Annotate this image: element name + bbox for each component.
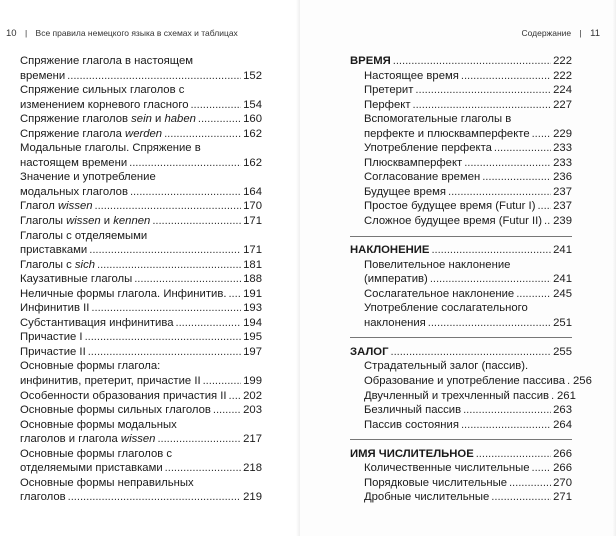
toc-leader-dots: [393, 54, 551, 69]
toc-entry-title: перфекте и плюсквамперфекте: [364, 127, 530, 140]
toc-leader-dots: [532, 461, 552, 476]
toc-entry-title: Плюсквамперфект: [364, 156, 463, 169]
toc-entry-page: 237: [553, 185, 572, 198]
section-rule: [350, 439, 572, 440]
toc-entry-page: 236: [553, 171, 572, 184]
toc-entry-title: НАКЛОНЕНИЕ: [350, 244, 430, 257]
toc-entry: [20, 170, 262, 185]
toc-entry: [20, 301, 262, 316]
toc-entry: [20, 432, 262, 447]
toc-leader-dots: [491, 490, 551, 505]
toc-entry-title: Употребление перфекта: [364, 142, 492, 155]
toc-entry-title: настоящем времени: [20, 156, 128, 169]
toc-leader-dots: [88, 345, 241, 360]
toc-entry-page: 154: [243, 98, 262, 111]
toc-entry-title: Простое будущее время (Futur I): [364, 200, 536, 213]
toc-entry: [350, 490, 572, 505]
section-separator: [350, 432, 572, 447]
toc-entry-title: Употребление сослагательного: [364, 302, 528, 315]
toc-leader-dots: [494, 141, 551, 156]
toc-leader-dots: [157, 432, 241, 447]
left-page-header: [6, 28, 238, 39]
toc-entry: [350, 258, 572, 273]
toc-entry-title: Основные формы неправильных: [20, 476, 194, 489]
toc-entry-title: Модальные глаголы. Спряжение в: [20, 142, 201, 155]
toc-leader-dots: [213, 403, 241, 418]
toc-entry: [350, 418, 572, 433]
toc-entry-title: Количественные числительные: [364, 462, 530, 475]
toc-entry: [350, 316, 572, 331]
toc-leader-dots: [85, 330, 242, 345]
section-rule: [350, 337, 572, 338]
toc-entry-page: 270: [553, 476, 572, 489]
toc-entry: [350, 83, 572, 98]
header-separator: |: [579, 28, 582, 38]
toc-entry-page: 162: [243, 127, 262, 140]
section-rule: [350, 236, 572, 237]
toc-entry: [350, 170, 572, 185]
toc-entry: [20, 403, 262, 418]
toc-entry: [20, 156, 262, 171]
toc-leader-dots: [415, 83, 551, 98]
toc-entry: [350, 141, 572, 156]
toc-leader-dots: [551, 389, 555, 404]
toc-entry-page: 195: [243, 331, 262, 344]
toc-entry-title: Субстантивация инфинитива: [20, 316, 174, 329]
toc-entry-title: Основные формы сильных глаголов: [20, 404, 211, 417]
toc-entry-title: приставками: [20, 244, 88, 257]
toc-entry: [20, 418, 262, 433]
toc-entry-page: 251: [553, 316, 572, 329]
toc-entry-page: 193: [243, 302, 262, 315]
toc-entry: [350, 403, 572, 418]
toc-leader-dots: [89, 243, 241, 258]
toc-entry-page: 266: [553, 447, 572, 460]
toc-entry: [350, 389, 576, 404]
toc-entry-title: Согласование времен: [364, 171, 481, 184]
toc-entry-page: 239: [553, 215, 572, 228]
toc-entry: [20, 490, 262, 505]
toc-entry: [20, 229, 262, 244]
toc-entry: [350, 287, 572, 302]
toc-entry-title: Дробные числительные: [364, 491, 490, 504]
toc-entry-title: Пассив состояния: [364, 418, 459, 431]
toc-leader-dots: [464, 156, 551, 171]
toc-entry-title: ИМЯ ЧИСЛИТЕЛЬНОЕ: [350, 447, 474, 460]
left-running-title: Все правила немецкого языка в схемах и таблицах: [35, 28, 238, 38]
toc-leader-dots: [67, 69, 241, 84]
toc-left-column: [20, 54, 262, 505]
toc-leader-dots: [430, 272, 551, 287]
toc-entry-page: 233: [553, 142, 572, 155]
toc-leader-dots: [463, 403, 551, 418]
toc-leader-dots: [176, 316, 242, 331]
toc-entry-title: Сложное будущее время (Futur II): [364, 215, 543, 228]
toc-leader-dots: [461, 418, 551, 433]
toc-entry-title: Основные формы глагола:: [20, 360, 161, 373]
toc-entry-title: Спряжение глаголов sein и haben: [20, 113, 196, 126]
toc-entry-title: Страдательный залог (пассив).: [364, 360, 529, 373]
toc-entry-title: Спряжение глагола werden: [20, 127, 163, 140]
left-page-number: 10: [6, 28, 17, 39]
toc-entry: [350, 185, 572, 200]
toc-leader-dots: [95, 199, 242, 214]
toc-entry-page: 227: [553, 98, 572, 111]
toc-right-column: [350, 54, 592, 505]
toc-entry-title: Основные формы модальных: [20, 418, 177, 431]
toc-entry-page: 181: [243, 258, 262, 271]
toc-entry-title: Претерит: [364, 84, 414, 97]
toc-entry-title: Двучленный и трехчленный пассив: [364, 389, 550, 402]
toc-entry-page: 164: [243, 185, 262, 198]
toc-entry-page: 217: [243, 433, 262, 446]
toc-entry-title: глаголов: [20, 491, 66, 504]
toc-leader-dots: [203, 374, 242, 389]
toc-entry-title: Повелительное наклонение: [364, 258, 511, 271]
toc-entry: [350, 461, 572, 476]
toc-entry: [20, 69, 262, 84]
toc-entry-page: 266: [553, 462, 572, 475]
section-separator: [350, 229, 572, 244]
toc-section-heading: [350, 54, 572, 69]
toc-entry-page: 171: [243, 244, 262, 257]
toc-section-heading: [350, 345, 572, 360]
right-page-header: [521, 28, 600, 39]
toc-entry-title: изменением корневого гласного: [20, 98, 189, 111]
toc-entry: [350, 199, 572, 214]
toc-entry-page: 188: [243, 273, 262, 286]
toc-entry-title: Перфект: [364, 98, 411, 111]
toc-leader-dots: [428, 316, 551, 331]
toc-entry: [20, 83, 262, 98]
toc-entry-page: 222: [553, 69, 572, 82]
toc-entry: [20, 345, 262, 360]
toc-leader-dots: [476, 447, 551, 462]
toc-entry-title: Глаголы с отделяемыми: [20, 229, 148, 242]
toc-leader-dots: [413, 98, 552, 113]
toc-entry: [350, 301, 572, 316]
toc-entry-page: 263: [553, 404, 572, 417]
toc-entry-page: 171: [243, 215, 262, 228]
toc-leader-dots: [567, 374, 571, 389]
toc-entry-title: Спряжение глагола в настоящем: [20, 55, 193, 67]
toc-entry-title: (императив): [364, 273, 428, 286]
toc-entry: [20, 287, 262, 302]
toc-entry-page: 199: [243, 375, 262, 388]
header-separator: |: [24, 28, 28, 38]
toc-entry: [350, 156, 572, 171]
toc-leader-dots: [482, 170, 551, 185]
toc-leader-dots: [229, 389, 242, 404]
toc-leader-dots: [68, 490, 241, 505]
toc-entry-title: Глаголы wissen и kennen: [20, 215, 151, 228]
toc-entry-title: Сослагательное наклонение: [364, 287, 515, 300]
toc-entry-title: Причастие I: [20, 331, 83, 344]
toc-entry: [20, 54, 262, 69]
toc-entry-title: ВРЕМЯ: [350, 55, 391, 67]
toc-leader-dots: [228, 287, 241, 302]
toc-entry-title: времени: [20, 69, 66, 82]
toc-entry-page: 194: [243, 316, 262, 329]
toc-entry-page: 202: [243, 389, 262, 402]
toc-entry: [350, 374, 592, 389]
toc-entry: [350, 127, 572, 142]
toc-entry: [20, 447, 262, 462]
toc-entry: [350, 214, 572, 229]
toc-entry-page: 222: [553, 55, 572, 67]
toc-section-heading: [350, 447, 572, 462]
toc-entry-page: 245: [553, 287, 572, 300]
toc-leader-dots: [152, 214, 241, 229]
section-separator: [350, 330, 572, 345]
toc-entry-page: 162: [243, 156, 262, 169]
toc-entry-title: Настоящее время: [364, 69, 459, 82]
toc-entry-page: 241: [553, 244, 572, 257]
toc-entry-page: 256: [573, 375, 592, 388]
toc-entry: [20, 141, 262, 156]
toc-entry-page: 241: [553, 273, 572, 286]
toc-entry-page: 255: [553, 345, 572, 358]
toc-entry-title: Инфинитив II: [20, 302, 90, 315]
toc-entry: [20, 316, 262, 331]
toc-entry: [20, 243, 262, 258]
toc-entry: [350, 112, 572, 127]
left-page: [0, 0, 300, 536]
toc-entry-page: 219: [243, 491, 262, 504]
toc-leader-dots: [91, 301, 241, 316]
toc-entry-title: Причастие II: [20, 345, 86, 358]
toc-entry-title: Безличный пассив: [364, 404, 462, 417]
toc-entry-title: Спряжение сильных глаголов с: [20, 84, 185, 97]
toc-entry-page: 197: [243, 345, 262, 358]
toc-entry-title: наклонения: [364, 316, 426, 329]
toc-leader-dots: [198, 112, 241, 127]
toc-entry: [20, 389, 262, 404]
toc-entry: [20, 374, 262, 389]
toc-leader-dots: [129, 156, 241, 171]
page-edge: [612, 0, 616, 536]
toc-entry-page: 224: [553, 84, 572, 97]
toc-entry: [20, 185, 262, 200]
toc-entry-title: Глагол wissen: [20, 200, 93, 213]
toc-entry: [20, 258, 262, 273]
toc-entry: [350, 98, 572, 113]
right-page-number: 11: [590, 28, 600, 39]
toc-entry-page: 152: [243, 69, 262, 82]
toc-leader-dots: [431, 243, 551, 258]
toc-entry-title: Глаголы с sich: [20, 258, 95, 271]
toc-entry: [350, 272, 572, 287]
toc-entry: [20, 359, 262, 374]
toc-entry-page: 170: [243, 200, 262, 213]
toc-entry-page: 237: [553, 200, 572, 213]
toc-entry-page: 203: [243, 404, 262, 417]
right-running-title: Содержание: [521, 28, 572, 38]
toc-leader-dots: [97, 258, 241, 273]
toc-entry: [20, 330, 262, 345]
toc-leader-dots: [537, 199, 551, 214]
toc-entry-title: модальных глаголов: [20, 185, 128, 198]
toc-entry-title: Особенности образования причастия II: [20, 389, 227, 402]
toc-entry-page: 191: [243, 287, 262, 300]
toc-leader-dots: [544, 214, 551, 229]
toc-entry: [350, 69, 572, 84]
toc-entry-page: 233: [553, 156, 572, 169]
toc-entry-title: отделяемыми приставками: [20, 462, 163, 475]
toc-leader-dots: [164, 127, 241, 142]
toc-entry-title: Порядковые числительные: [364, 476, 507, 489]
toc-entry: [20, 272, 262, 287]
toc-entry-page: 218: [243, 462, 262, 475]
toc-leader-dots: [516, 287, 551, 302]
toc-entry: [20, 112, 262, 127]
toc-entry: [20, 199, 262, 214]
toc-entry-title: Неличные формы глагола. Инфинитив.: [20, 287, 227, 300]
toc-entry-page: 264: [553, 418, 572, 431]
toc-entry: [350, 359, 572, 374]
toc-entry: [20, 127, 262, 142]
toc-entry-page: 229: [553, 127, 572, 140]
toc-entry-page: 271: [553, 491, 572, 504]
right-page: [300, 0, 616, 536]
toc-leader-dots: [509, 476, 551, 491]
toc-leader-dots: [134, 272, 241, 287]
toc-entry: [20, 98, 262, 113]
toc-leader-dots: [190, 98, 241, 113]
toc-section-heading: [350, 243, 572, 258]
toc-leader-dots: [448, 185, 551, 200]
toc-leader-dots: [532, 127, 552, 142]
toc-entry-title: Образование и употребление пассива: [364, 375, 565, 388]
toc-entry-title: глаголов и глагола wissen: [20, 433, 156, 446]
toc-leader-dots: [165, 461, 241, 476]
toc-entry-page: 160: [243, 113, 262, 126]
toc-entry: [20, 214, 262, 229]
toc-leader-dots: [391, 345, 552, 360]
toc-entry-title: Значение и употребление: [20, 171, 156, 184]
toc-entry-title: Вспомогательные глаголы в: [364, 113, 512, 126]
toc-entry-title: Основные формы глаголов с: [20, 447, 173, 460]
toc-entry-page: 261: [557, 389, 576, 402]
toc-entry: [20, 476, 262, 491]
toc-entry-title: Будущее время: [364, 185, 447, 198]
toc-entry: [350, 476, 572, 491]
toc-entry-title: инфинитив, претерит, причастие II: [20, 375, 201, 388]
toc-entry-title: ЗАЛОГ: [350, 345, 389, 358]
toc-leader-dots: [130, 185, 241, 200]
toc-entry: [20, 461, 262, 476]
toc-entry-title: Каузативные глаголы: [20, 273, 133, 286]
toc-leader-dots: [461, 69, 551, 84]
